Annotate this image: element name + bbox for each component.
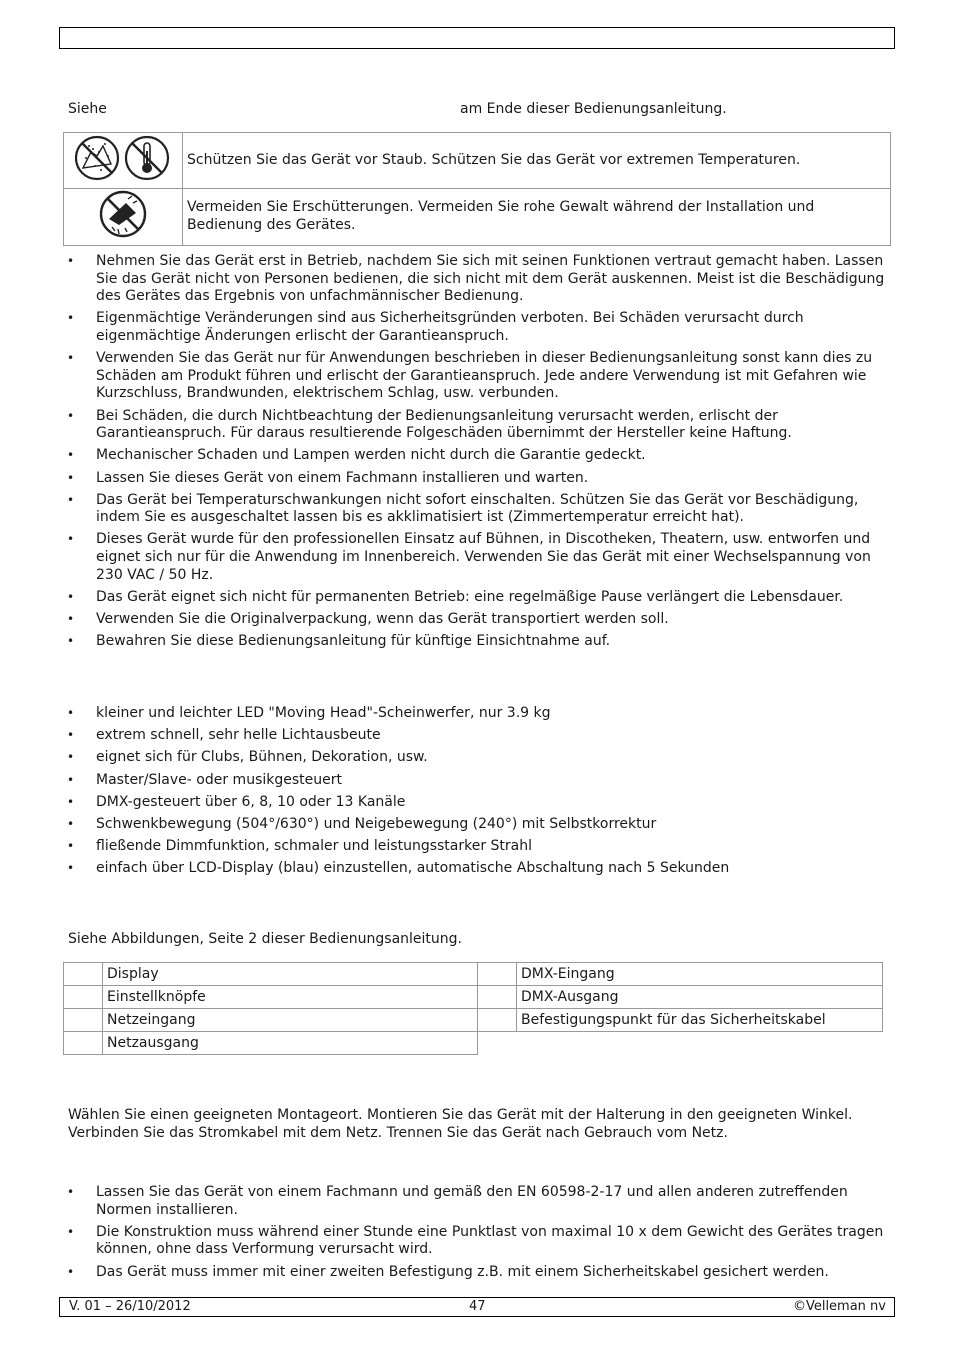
dust-icon: [76, 137, 118, 179]
list-item: • fließende Dimmfunktion, schmaler und leistungsstarker Strahl: [63, 838, 893, 856]
table-cell: Display: [103, 963, 478, 986]
list-item: • Das Gerät eignet sich nicht für permanenten Betrieb: eine regelmäßige Pause verlängert die Lebensdauer.: [63, 589, 893, 607]
list-item: • extrem schnell, sehr helle Lichtausbeute: [63, 727, 893, 745]
table-row: [64, 986, 883, 1009]
table-cell: DMX-Eingang: [517, 963, 883, 986]
table-cell: DMX-Ausgang: [517, 986, 883, 1009]
list-item: • Lassen Sie das Gerät von einem Fachmann und gemäß den EN 60598-2-17 und allen anderen zutreffenden Normen installieren.: [63, 1184, 893, 1219]
table-row: [64, 1032, 883, 1055]
overview-note: Siehe Abbildungen, Seite 2 dieser Bedienungsanleitung.: [68, 931, 462, 947]
list-item: • Das Gerät muss immer mit einer zweiten Befestigung z.B. mit einem Sicherheitskabel gesichert werden.: [63, 1264, 893, 1282]
footer-version: V. 01 – 26/10/2012: [69, 1299, 191, 1314]
installation-line: Wählen Sie einen geeigneten Montageort. Montieren Sie das Gerät mit der Halterung in den geeigneten Winkel.: [68, 1107, 853, 1123]
table-cell: Befestigungspunkt für das Sicherheitskabel: [517, 1009, 883, 1032]
icon-row-text: Schützen Sie das Gerät vor Staub. Schützen Sie das Gerät vor extremen Temperaturen.: [183, 133, 891, 189]
table-row: [64, 963, 883, 986]
list-item: • einfach über LCD-Display (blau) einzustellen, automatische Abschaltung nach 5 Sekunden: [63, 860, 893, 878]
footer-copyright: ©Velleman nv: [792, 1299, 886, 1314]
icon-row: [64, 189, 891, 246]
list-item: • Master/Slave- oder musikgesteuert: [63, 772, 893, 790]
list-item: • Das Gerät bei Temperaturschwankungen nicht sofort einschalten. Schützen Sie das Gerät vor Beschädigung, indem Sie es ausgeschaltet lassen bis es akklimatisiert ist (Zimmertemperatur erreicht hat).: [63, 492, 893, 527]
list-item: • DMX-gesteuert über 6, 8, 10 oder 13 Kanäle: [63, 794, 893, 812]
list-item: • Dieses Gerät wurde für den professionellen Einsatz auf Bühnen, in Discotheken, Theatern, usw. entworfen und eignet sich nur für die Anwendung im Innenbereich. Verwenden Sie das Gerät mit einer Wechselspannung von 230 VAC / 50 Hz.: [63, 531, 893, 584]
list-item: • Lassen Sie dieses Gerät von einem Fachmann installieren und warten.: [63, 470, 893, 488]
table-row: [64, 1009, 883, 1032]
mounting-list: [63, 1184, 893, 1286]
list-item: • Die Konstruktion muss während einer Stunde eine Punktlast von maximal 10 x dem Gewicht des Gerätes tragen können, ohne dass Verformung verursacht wird.: [63, 1224, 893, 1259]
list-item: • kleiner und leichter LED "Moving Head"-Scheinwerfer, nur 3.9 kg: [63, 705, 893, 723]
table-cell: Netzausgang: [103, 1032, 478, 1055]
feature-list: [63, 705, 893, 883]
page-number: 47: [469, 1299, 486, 1314]
list-item: • Verwenden Sie die Originalverpackung, wenn das Gerät transportiert werden soll.: [63, 611, 893, 629]
icon-row-text: Vermeiden Sie Erschütterungen. Vermeiden Sie rohe Gewalt während der Installation und Bedienung des Gerätes.: [183, 189, 891, 246]
page-footer: [59, 1297, 895, 1317]
list-item: • Bewahren Sie diese Bedienungsanleitung für künftige Einsichtnahme auf.: [63, 633, 893, 651]
parts-table: [63, 962, 883, 1055]
icon-table: [63, 132, 891, 246]
icon-cell: [64, 133, 183, 189]
see-suffix: am Ende dieser Bedienungsanleitung.: [460, 101, 727, 117]
list-item: • Mechanischer Schaden und Lampen werden nicht durch die Garantie gedeckt.: [63, 447, 893, 465]
table-cell: Netzeingang: [103, 1009, 478, 1032]
header-frame: [59, 27, 895, 49]
dust-temperature-icons: [75, 134, 171, 182]
list-item: • Verwenden Sie das Gerät nur für Anwendungen beschrieben in dieser Bedienungsanleitung sonst kann dies zu Schäden am Produkt führen und erlischt der Garantieanspruch. Jede andere Verwendung ist mit Gefahren wie Kurzschluss, Brandwunden, elektrischem Schlag, usw. verbunden.: [63, 350, 893, 403]
list-item: • eignet sich für Clubs, Bühnen, Dekoration, usw.: [63, 749, 893, 767]
list-item: • Schwenkbewegung (504°/630°) und Neigebewegung (240°) mit Selbstkorrektur: [63, 816, 893, 834]
list-item: • Eigenmächtige Veränderungen sind aus Sicherheitsgründen verboten. Bei Schäden verursacht durch eigenmächtige Änderungen erlischt der Garantieanspruch.: [63, 310, 893, 345]
icon-row: [64, 133, 891, 189]
see-prefix: Siehe: [68, 101, 107, 117]
list-item: • Nehmen Sie das Gerät erst in Betrieb, nachdem Sie sich mit seinen Funktionen vertraut gemacht haben. Lassen Sie das Gerät nicht von Personen bedienen, die sich nicht mit dem Gerät auskennen. Meist ist die Beschädigung des Gerätes das Ergebnis von unfachmännischer Bedienung.: [63, 253, 893, 306]
table-cell: Einstellknöpfe: [103, 986, 478, 1009]
safety-list: [63, 253, 893, 655]
shock-icon: [98, 189, 148, 239]
thermometer-icon: [126, 137, 168, 179]
list-item: • Bei Schäden, die durch Nichtbeachtung der Bedienungsanleitung verursacht werden, erlischt der Garantieanspruch. Für daraus resultierende Folgeschäden übernimmt der Hersteller keine Haftung.: [63, 408, 893, 443]
installation-line: Verbinden Sie das Stromkabel mit dem Netz. Trennen Sie das Gerät nach Gebrauch vom Netz.: [68, 1125, 728, 1141]
icon-cell: [64, 189, 183, 246]
